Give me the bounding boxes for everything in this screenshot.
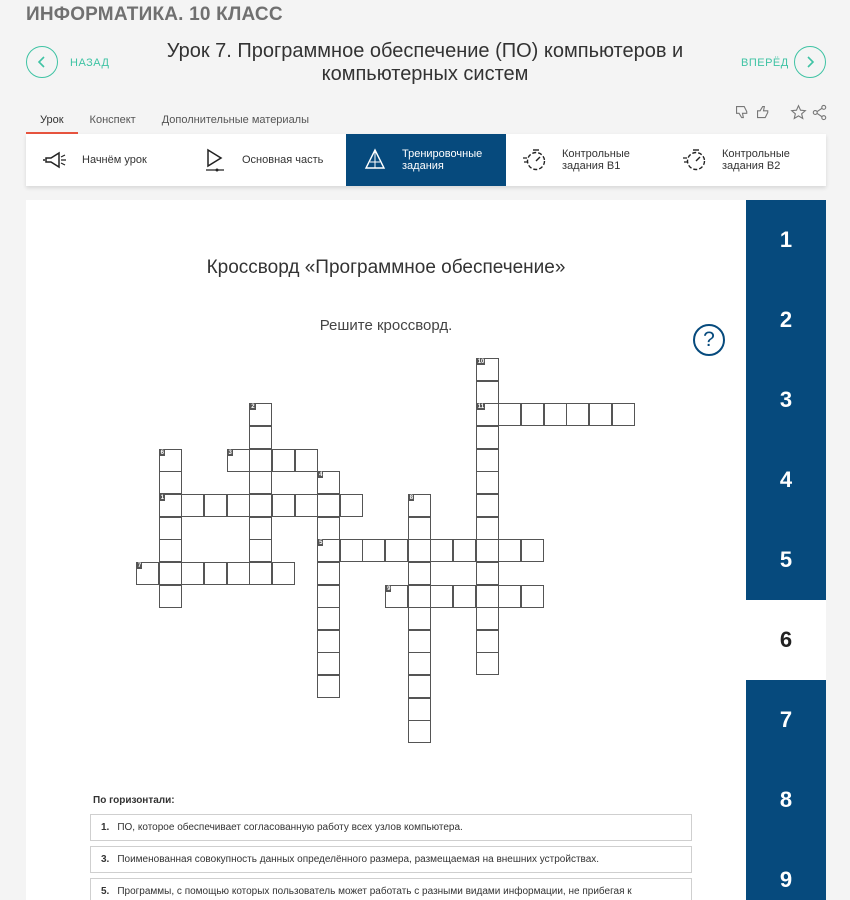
step-training-tasks[interactable] <box>346 134 506 186</box>
crossword-cell[interactable] <box>430 585 453 608</box>
crossword-cell[interactable] <box>317 607 340 630</box>
crossword-cell[interactable] <box>408 630 431 653</box>
step-label: Начнём урок <box>82 154 147 166</box>
crossword-cell[interactable] <box>453 539 476 562</box>
crossword-cell[interactable] <box>317 630 340 653</box>
clue-text: Программы, с помощью которых пользователь может работать с разными видами информации, не прибегая к <box>117 886 632 897</box>
crossword-cell[interactable] <box>476 494 499 517</box>
crossword-cell[interactable] <box>181 562 204 585</box>
crossword-cell[interactable] <box>612 403 635 426</box>
prev-button[interactable] <box>26 46 58 78</box>
task-number-6[interactable]: 6 <box>746 600 826 680</box>
crossword-cell[interactable] <box>227 494 250 517</box>
crossword-cell[interactable] <box>476 652 499 675</box>
crossword-cell[interactable] <box>249 426 272 449</box>
crossword-cell[interactable] <box>227 449 250 472</box>
crossword-cell[interactable] <box>249 494 272 517</box>
course-title: ИНФОРМАТИКА. 10 КЛАСС <box>26 4 283 25</box>
step-control-b1[interactable] <box>506 134 666 186</box>
clue-number-marker: 8 <box>409 494 414 501</box>
lesson-steps <box>26 134 826 186</box>
help-button[interactable]: ? <box>693 324 725 356</box>
crossword-cell[interactable] <box>317 517 340 540</box>
crossword-cell[interactable] <box>362 539 385 562</box>
crossword-cell[interactable] <box>159 471 182 494</box>
crossword-cell[interactable] <box>408 517 431 540</box>
lesson-tabs <box>26 112 335 134</box>
crossword-cell[interactable] <box>476 471 499 494</box>
tab-lesson[interactable]: Урок <box>26 112 78 134</box>
clue-number-marker: 5 <box>319 540 323 547</box>
timer-icon <box>522 148 548 172</box>
crossword-cell[interactable] <box>249 539 272 562</box>
thumbs-up-icon[interactable] <box>755 104 772 121</box>
crossword-cell[interactable] <box>476 426 499 449</box>
step-start-lesson[interactable] <box>26 134 186 186</box>
clue-number-marker: 3 <box>228 449 232 456</box>
crossword-cell[interactable] <box>476 449 499 472</box>
task-number-1[interactable]: 1 <box>746 200 826 280</box>
crossword-cell[interactable] <box>159 562 182 585</box>
clue-number-marker: 6 <box>160 449 164 456</box>
clue-number: 1. <box>101 822 110 833</box>
task-number-3[interactable]: 3 <box>746 360 826 440</box>
crossword-cell[interactable] <box>204 494 227 517</box>
crossword-cell[interactable] <box>136 562 159 585</box>
crossword-cell[interactable] <box>159 517 182 540</box>
step-label: Тренировочные задания <box>402 148 483 172</box>
crossword-cell[interactable] <box>317 675 340 698</box>
crossword-cell[interactable] <box>408 652 431 675</box>
crossword-cell[interactable] <box>476 630 499 653</box>
star-icon[interactable] <box>790 104 807 121</box>
chevron-left-icon <box>36 56 48 68</box>
task-number-2[interactable]: 2 <box>746 280 826 360</box>
crossword-cell[interactable] <box>272 494 295 517</box>
clues-heading: По горизонтали: <box>93 795 175 806</box>
play-icon <box>202 148 228 172</box>
crossword-cell[interactable] <box>408 720 431 743</box>
crossword-cell[interactable] <box>589 403 612 426</box>
crossword-cell[interactable] <box>317 539 340 562</box>
crossword-cell[interactable] <box>476 517 499 540</box>
crossword-cell[interactable] <box>317 471 340 494</box>
task-instruction: Решите кроссворд. <box>319 317 453 334</box>
crossword-cell[interactable] <box>521 403 544 426</box>
clue-item <box>90 846 692 873</box>
step-label: Контрольные задания В2 <box>722 148 790 172</box>
step-main-part[interactable] <box>186 134 346 186</box>
lesson-title: Урок 7. Программное обеспечение (ПО) компьютеров и компьютерных систем <box>166 40 684 85</box>
clue-number-marker: 2 <box>251 404 255 411</box>
crossword-cell[interactable] <box>295 494 318 517</box>
tab-summary[interactable]: Конспект <box>89 114 136 126</box>
clue-number-marker: 4 <box>319 472 323 479</box>
megaphone-icon <box>42 148 68 172</box>
crossword-cell[interactable] <box>476 607 499 630</box>
step-label: Основная часть <box>242 154 324 166</box>
task-number-4[interactable]: 4 <box>746 440 826 520</box>
clue-number-marker: 10 <box>477 359 485 365</box>
tab-extra-materials[interactable]: Дополнительные материалы <box>161 114 310 126</box>
crossword-cell[interactable] <box>408 494 431 517</box>
crossword-cell[interactable] <box>295 449 318 472</box>
crossword-cell[interactable] <box>317 585 340 608</box>
task-number-nav <box>746 200 826 900</box>
crossword-cell[interactable] <box>408 539 431 562</box>
crossword-cell[interactable] <box>521 539 544 562</box>
crossword-cell[interactable] <box>476 539 499 562</box>
clue-number: 3. <box>101 854 110 865</box>
clue-number-marker: 1 <box>160 494 164 501</box>
crossword-cell[interactable] <box>340 494 363 517</box>
crossword-cell[interactable] <box>340 539 363 562</box>
crossword-cell[interactable] <box>566 403 589 426</box>
thumbs-down-icon[interactable] <box>734 104 751 121</box>
crossword-cell[interactable] <box>272 562 295 585</box>
share-icon[interactable] <box>811 104 828 121</box>
clue-number-marker: 7 <box>137 562 142 569</box>
crossword-cell[interactable] <box>385 539 408 562</box>
crossword-cell[interactable] <box>498 585 521 608</box>
crossword-cell[interactable] <box>204 562 227 585</box>
task-number-5[interactable]: 5 <box>746 520 826 600</box>
crossword-cell[interactable] <box>317 652 340 675</box>
crossword-cell[interactable] <box>408 698 431 721</box>
clue-item <box>90 814 692 841</box>
crossword-cell[interactable] <box>385 585 408 608</box>
clue-number: 5. <box>101 886 110 897</box>
crossword-cell[interactable] <box>408 675 431 698</box>
crossword-cell[interactable] <box>476 403 499 426</box>
crossword-cell[interactable] <box>476 585 499 608</box>
chevron-right-icon <box>804 56 816 68</box>
crossword-cell[interactable] <box>159 449 182 472</box>
task-title: Кроссворд «Программное обеспечение» <box>206 257 566 278</box>
crossword-cell[interactable] <box>476 562 499 585</box>
rating-actions <box>734 104 828 121</box>
crossword-cell[interactable] <box>498 403 521 426</box>
clue-text: ПО, которое обеспечивает согласованную работу всех узлов компьютера. <box>117 822 463 833</box>
crossword-cell[interactable] <box>249 403 272 426</box>
crossword-cell[interactable] <box>408 562 431 585</box>
crossword-cell[interactable] <box>181 494 204 517</box>
task-card <box>26 200 746 900</box>
step-label: Контрольные задания В1 <box>562 148 630 172</box>
crossword-cell[interactable] <box>249 471 272 494</box>
crossword-cell[interactable] <box>408 607 431 630</box>
crossword-cell[interactable] <box>159 585 182 608</box>
crossword-cell[interactable] <box>317 494 340 517</box>
crossword-cell[interactable] <box>544 403 567 426</box>
crossword-cell[interactable] <box>272 449 295 472</box>
training-icon <box>362 148 388 172</box>
task-number-9[interactable]: 9 <box>746 840 826 900</box>
crossword-cell[interactable] <box>317 562 340 585</box>
crossword-cell[interactable] <box>498 539 521 562</box>
crossword-cell[interactable] <box>476 358 499 381</box>
step-control-b2[interactable] <box>666 134 826 186</box>
crossword-cell[interactable] <box>159 539 182 562</box>
crossword-cell[interactable] <box>249 449 272 472</box>
crossword-cell[interactable] <box>227 562 250 585</box>
next-label[interactable]: ВПЕРЁД <box>741 57 789 69</box>
clue-text: Поименованная совокупность данных определённого размера, размещаемая на внешних устройствах. <box>117 854 600 865</box>
clue-number-marker: 11 <box>477 404 485 411</box>
crossword-cell[interactable] <box>521 585 544 608</box>
crossword-cell[interactable] <box>430 539 453 562</box>
prev-label[interactable]: НАЗАД <box>70 57 110 69</box>
crossword-cell[interactable] <box>476 381 499 404</box>
crossword-cell[interactable] <box>159 494 182 517</box>
task-number-7[interactable]: 7 <box>746 680 826 760</box>
next-button[interactable] <box>794 46 826 78</box>
crossword-cell[interactable] <box>453 585 476 608</box>
timer-icon <box>682 148 708 172</box>
clue-number-marker: 9 <box>387 585 391 592</box>
clue-item <box>90 878 692 900</box>
crossword-cell[interactable] <box>249 517 272 540</box>
crossword-cell[interactable] <box>408 585 431 608</box>
task-number-8[interactable]: 8 <box>746 760 826 840</box>
crossword-cell[interactable] <box>249 562 272 585</box>
